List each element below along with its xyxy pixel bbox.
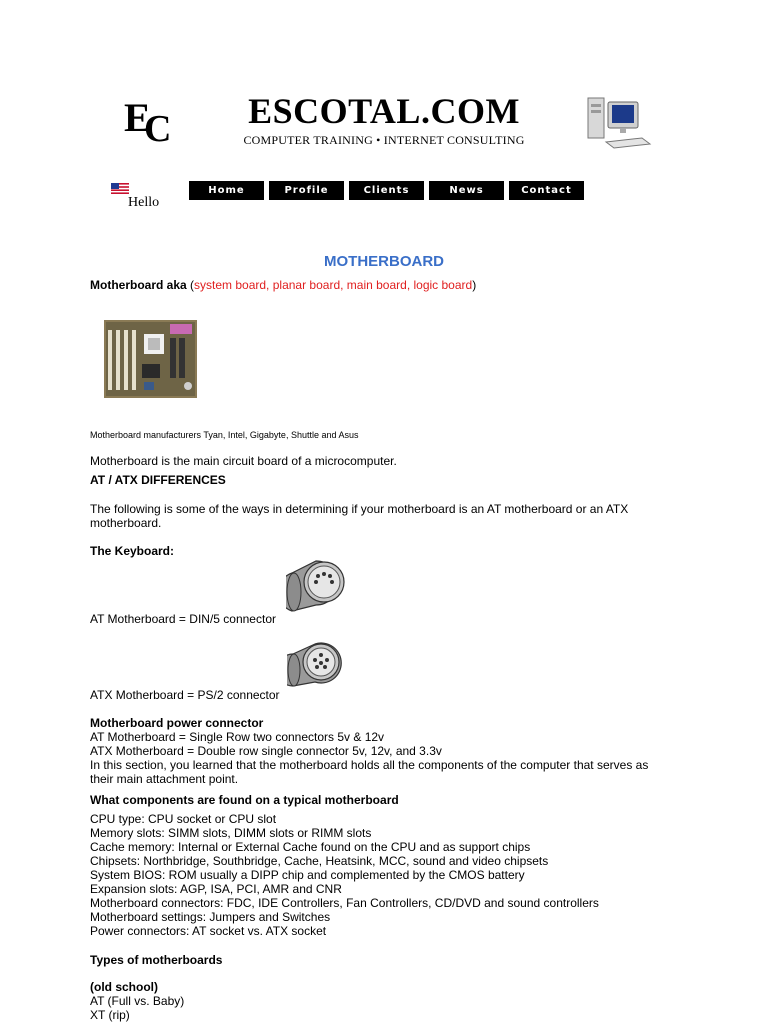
keyboard-heading: The Keyboard: — [90, 544, 175, 558]
component-item: Motherboard settings: Jumpers and Switches — [90, 910, 331, 924]
power-line: In this section, you learned that the motherboard holds all the components of the computer that serves as — [90, 758, 649, 772]
nav-contact-button[interactable]: Contact — [509, 181, 584, 200]
power-line: AT Motherboard = Single Row two connectors 5v & 12v — [90, 730, 385, 744]
nav-news-button[interactable]: News — [429, 181, 504, 200]
component-item: Memory slots: SIMM slots, DIMM slots or RIMM slots — [90, 826, 372, 840]
diff-intro-line-2: motherboard. — [90, 516, 162, 530]
component-item: Motherboard connectors: FDC, IDE Controllers, Fan Controllers, CD/DVD and sound controllers — [90, 896, 599, 910]
components-heading: What components are found on a typical motherboard — [90, 793, 399, 807]
component-item: Cache memory: Internal or External Cache found on the CPU and as support chips — [90, 840, 531, 854]
power-line: their main attachment point. — [90, 772, 239, 786]
ps2-connector-icon — [287, 640, 343, 690]
site-tagline: COMPUTER TRAINING • INTERNET CONSULTING — [243, 133, 525, 147]
old-school-item: XT (rip) — [90, 1008, 130, 1022]
at-keyboard-text: AT Motherboard = DIN/5 connector — [90, 612, 276, 626]
aka-open-paren: ( — [186, 278, 195, 292]
atx-keyboard-text: ATX Motherboard = PS/2 connector — [90, 688, 280, 702]
manufacturers-caption: Motherboard manufacturers Tyan, Intel, Gigabyte, Shuttle and Asus — [90, 430, 359, 440]
definition-text: Motherboard is the main circuit board of a microcomputer. — [90, 454, 397, 468]
logo-letter-c: C — [144, 108, 172, 150]
greeting-text: Hello — [128, 195, 160, 210]
old-school-heading: (old school) — [90, 980, 158, 994]
types-heading: Types of motherboards — [90, 953, 223, 967]
motherboard-photo — [104, 320, 197, 398]
old-school-item: AT (Full vs. Baby) — [90, 994, 185, 1008]
power-heading: Motherboard power connector — [90, 716, 264, 730]
page-title: MOTHERBOARD — [324, 253, 444, 270]
aka-close-paren: ) — [472, 278, 477, 292]
component-item: Expansion slots: AGP, ISA, PCI, AMR and CNR — [90, 882, 342, 896]
aka-terms: system board, planar board, main board, logic board — [194, 278, 473, 292]
logo-letter-e: E — [124, 95, 149, 140]
us-flag-icon — [111, 183, 129, 194]
main-nav — [189, 181, 584, 200]
nav-clients-button[interactable]: Clients — [349, 181, 424, 200]
diff-intro-line-1: The following is some of the ways in determining if your motherboard is an AT motherboard or an ATX — [90, 502, 629, 516]
component-item: Power connectors: AT socket vs. ATX socket — [90, 924, 327, 938]
diff-heading: AT / ATX DIFFERENCES — [90, 473, 226, 487]
site-title: ESCOTAL.COM — [248, 91, 520, 131]
din5-connector-icon — [286, 555, 348, 615]
nav-home-button[interactable]: Home — [189, 181, 264, 200]
component-item: System BIOS: ROM usually a DIPP chip and complemented by the CMOS battery — [90, 868, 525, 882]
power-line: ATX Motherboard = Double row single connector 5v, 12v, and 3.3v — [90, 744, 442, 758]
component-item: Chipsets: Northbridge, Southbridge, Cache, Heatsink, MCC, sound and video chipsets — [90, 854, 549, 868]
computer-icon — [586, 96, 652, 150]
aka-label: Motherboard aka — [90, 278, 187, 292]
aka-line — [90, 278, 476, 292]
ec-logo — [124, 95, 180, 150]
component-item: CPU type: CPU socket or CPU slot — [90, 812, 277, 826]
nav-profile-button[interactable]: Profile — [269, 181, 344, 200]
